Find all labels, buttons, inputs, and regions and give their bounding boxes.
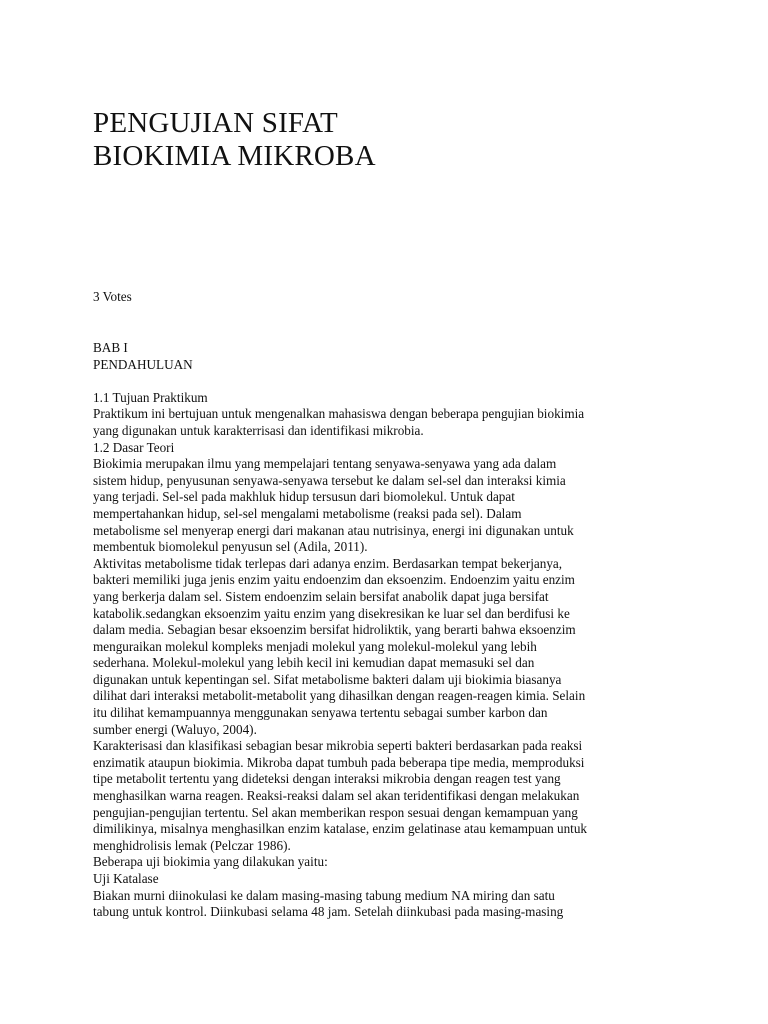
text-line: 1.2 Dasar Teori [93,439,175,455]
text-line: membentuk biomolekul penyusun sel (Adila, 2011). [93,539,368,555]
text-line: menguraikan molekul kompleks menjadi molekul yang molekul-molekul yang lebih [93,638,537,654]
text-line: tipe metabolit tertentu yang dideteksi dengan interaksi mikrobia dengan reagen test yang [93,771,561,787]
text-line: digunakan untuk kepentingan sel. Sifat metabolisme bakteri dalam uji biokimia biasanya [93,671,562,687]
text-line: dalam media. Sebagian besar eksoenzim bersifat hidroliktik, yang berarti bahwa eksoenzim [93,622,576,638]
text-line: Praktikum ini bertujuan untuk mengenalkan mahasiswa dengan beberapa pengujian biokimia [93,406,585,422]
text-line: pengujian-pengujian tertentu. Sel akan memberikan respon sesuai dengan kemampuan yang [93,804,578,820]
title-line: BIOKIMIA MIKROBA [93,140,376,172]
document-body [93,340,683,921]
title-line: PENGUJIAN SIFAT [93,107,338,139]
text-line: Uji Katalase [93,871,159,886]
text-line: Biakan murni diinokulasi ke dalam masing-masing tabung medium NA miring dan satu [93,887,555,903]
votes-count: 3 Votes [93,289,132,304]
text-line: sistem hidup, penyusunan senyawa-senyawa tersebut ke dalam sel-sel dan interaksi kimia [93,472,566,488]
text-line: metabolisme sel menyerap energi dari makanan atau nutrisinya, energi ini digunakan untuk [93,522,574,538]
text-line: dilihat dari interaksi metabolit-metabolit yang dihasilkan dengan reagen-reagen kimia. Selain [93,688,586,704]
document-title [93,107,376,173]
text-line: Aktivitas metabolisme tidak terlepas dari adanya enzim. Berdasarkan tempat bekerjanya, [93,555,563,571]
text-line: mempertahankan hidup, sel-sel mengalami metabolisme (reaksi pada sel). Dalam [93,505,522,521]
text-line: katabolik.sedangkan eksoenzim yaitu enzim yang disekresikan ke luar sel dan berdifusi ke [93,605,570,621]
chapter-title: PENDAHULUAN [93,356,193,372]
text-line: bakteri memiliki juga jenis enzim yaitu endoenzim dan eksoenzim. Endoenzim yaitu enzim [93,572,575,588]
body-lines [93,390,683,921]
blank-line [93,373,683,390]
text-line: itu dilihat kemampuannya menggunakan senyawa tertentu sebagai sumber karbon dan [93,705,548,721]
text-line: Beberapa uji biokimia yang dilakukan yaitu: [93,854,328,870]
text-line: 1.1 Tujuan Praktikum [93,389,208,405]
text-line: sederhana. Molekul-molekul yang lebih kecil ini kemudian dapat memasuki sel dan [93,655,535,671]
text-line: Biokimia merupakan ilmu yang mempelajari tentang senyawa-senyawa yang ada dalam [93,456,557,472]
text-line: yang digunakan untuk karakterrisasi dan identifikasi mikrobia. [93,422,424,438]
text-line: menghidrolisis lemak (Pelczar 1986). [93,837,291,853]
text-line: enzimatik ataupun biokimia. Mikroba dapat tumbuh pada beberapa tipe media, memproduksi [93,754,585,770]
text-line: tabung untuk kontrol. Diinkubasi selama 48 jam. Setelah diinkubasi pada masing-masing [93,904,564,920]
text-line: dimilikinya, misalnya menghasilkan enzim katalase, enzim gelatinase atau kemampuan untuk [93,821,588,837]
text-line: sumber energi (Waluyo, 2004). [93,721,257,737]
text-line: menghasilkan warna reagen. Reaksi-reaksi dalam sel akan teridentifikasi dengan melakukan [93,788,580,804]
chapter-number: BAB I [93,340,128,355]
text-line: yang berkerja dalam sel. Sistem endoenzim selain bersifat anabolik dapat juga bersifat [93,588,549,604]
text-line: yang terjadi. Sel-sel pada makhluk hidup tersusun dari biomolekul. Untuk dapat [93,489,515,505]
text-line: Karakterisasi dan klasifikasi sebagian besar mikrobia seperti bakteri berdasarkan pada reaksi [93,738,583,754]
